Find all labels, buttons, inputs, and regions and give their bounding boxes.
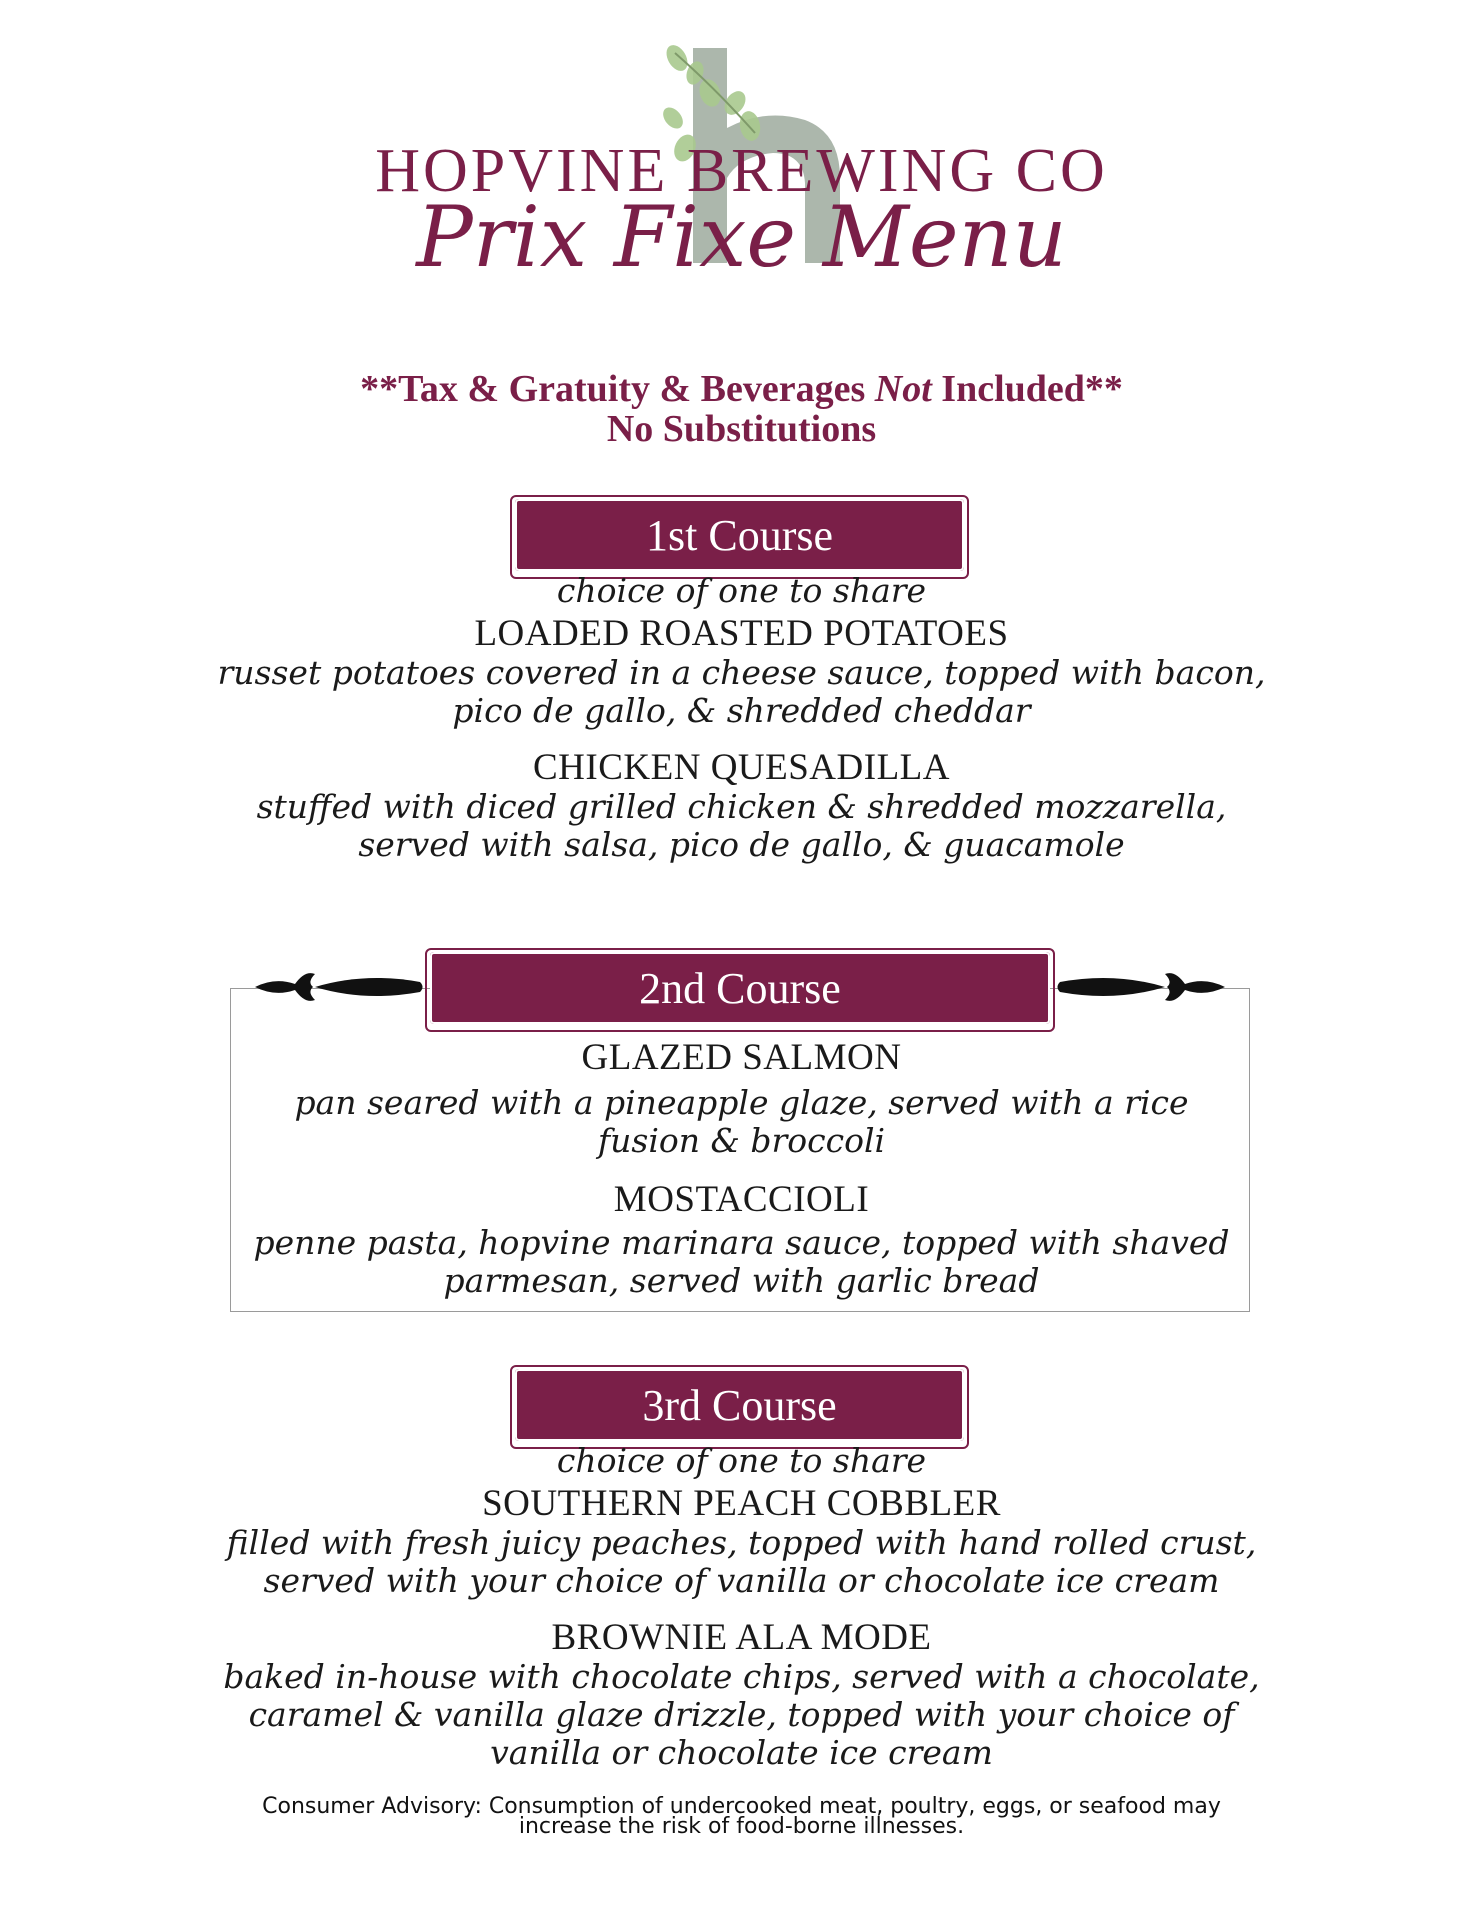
dish-description: filled with fresh juicy peaches, topped with hand rolled crust, — [226, 1523, 1257, 1562]
dish-name: MOSTACCIOLI — [613, 1179, 870, 1220]
dish-description: served with your choice of vanilla or chocolate ice cream — [263, 1561, 1220, 1600]
brand-name: HOPVINE BREWING CO — [375, 137, 1108, 205]
dish-description: fusion & broccoli — [597, 1121, 886, 1160]
dish-name: SOUTHERN PEACH COBBLER — [482, 1483, 1001, 1524]
dish-description: caramel & vanilla glaze drizzle, topped with your choice of — [248, 1695, 1235, 1734]
notice-line-2: No Substitutions — [606, 408, 877, 450]
dish-description: pico de gallo, & shredded cheddar — [452, 691, 1031, 730]
consumer-advisory-line-1: Consumer Advisory: Consumption of undercooked meat, poultry, eggs, or seafood may — [262, 1794, 1221, 1819]
notice-line-1: **Tax & Gratuity & Beverages Not Included** — [360, 368, 1123, 410]
course-3-section — [0, 1442, 1483, 1772]
dish-description: baked in-house with chocolate chips, served with a chocolate, — [223, 1657, 1260, 1696]
dish-description: served with salsa, pico de gallo, & guacamole — [358, 825, 1125, 864]
dish-description: stuffed with diced grilled chicken & shredded mozzarella, — [256, 787, 1227, 826]
flourish-left-icon — [255, 962, 430, 1012]
dish-description: pan seared with a pineapple glaze, served with a rice — [294, 1083, 1189, 1122]
dish-name: LOADED ROASTED POTATOES — [474, 613, 1009, 654]
dish-name: GLAZED SALMON — [581, 1037, 902, 1078]
flourish-right-icon — [1050, 962, 1225, 1012]
course-2-banner: 2nd Course — [430, 952, 1050, 1024]
consumer-advisory-line-2: increase the risk of food-borne illnesses. — [518, 1814, 965, 1839]
course-1-section — [0, 572, 1483, 864]
dish-description: vanilla or chocolate ice cream — [490, 1733, 993, 1772]
menu-title: Prix Fixe Menu — [416, 188, 1067, 286]
dish-description: penne pasta, hopvine marinara sauce, topped with shaved — [253, 1223, 1230, 1262]
course-2-section — [0, 1038, 1483, 1300]
course-3-banner: 3rd Course — [515, 1369, 964, 1441]
notice-emphasis: Not — [874, 368, 932, 410]
course-1-banner: 1st Course — [515, 499, 964, 571]
course-1-subtitle: choice of one to share — [556, 571, 927, 610]
dish-description: parmesan, served with garlic bread — [443, 1261, 1040, 1300]
dish-name: BROWNIE ALA MODE — [551, 1617, 932, 1658]
course-3-subtitle: choice of one to share — [556, 1441, 927, 1480]
dish-description: russet potatoes covered in a cheese sauce, topped with bacon, — [217, 653, 1266, 692]
dish-name: CHICKEN QUESADILLA — [533, 747, 950, 788]
